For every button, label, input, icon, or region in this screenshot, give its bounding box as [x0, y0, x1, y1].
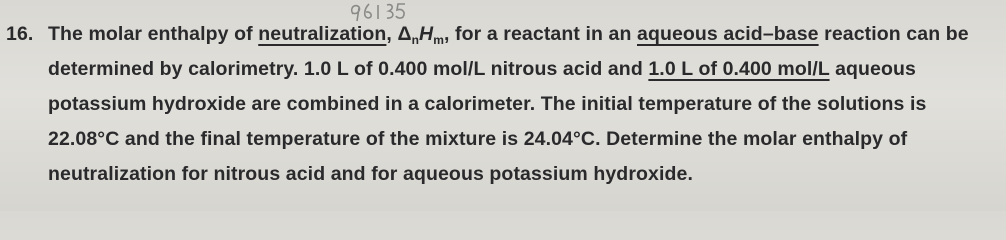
- line2-text-pre: determined by calorimetry. 1.0 L of 0.400 mol/L nitrous acid and: [48, 58, 649, 80]
- question-line-2: [48, 58, 916, 81]
- term-aqueous-acid-base: aqueous acid–base: [637, 23, 819, 45]
- question-line-1: [48, 23, 969, 47]
- symbol-delta: Δ: [397, 23, 412, 45]
- question-line-5: neutralization for nitrous acid and for aqueous potassium hydroxide.: [48, 163, 693, 185]
- symbol-subscript-m: m: [433, 33, 444, 47]
- line1-text-post: , for a reactant in an: [443, 23, 637, 45]
- symbol-h: H: [419, 23, 434, 45]
- symbol-subscript-n: n: [411, 33, 420, 47]
- line1-text-mid: ,: [386, 23, 398, 45]
- line2-text-end: aqueous: [829, 58, 916, 80]
- question-line-3: potassium hydroxide are combined in a calorimeter. The initial temperature of the solutions is: [48, 93, 927, 115]
- question-line-4: 22.08°C and the final temperature of the mixture is 24.04°C. Determine the molar enthalpy of: [48, 128, 908, 150]
- line1-text-end: reaction can be: [818, 23, 969, 45]
- term-base-volume: 1.0 L of 0.400 mol/L: [648, 58, 830, 80]
- term-neutralization: neutralization: [258, 23, 387, 45]
- question-number: 16.: [6, 23, 34, 45]
- line1-text-pre: The molar enthalpy of: [48, 23, 259, 45]
- handwritten-note: [347, 0, 417, 22]
